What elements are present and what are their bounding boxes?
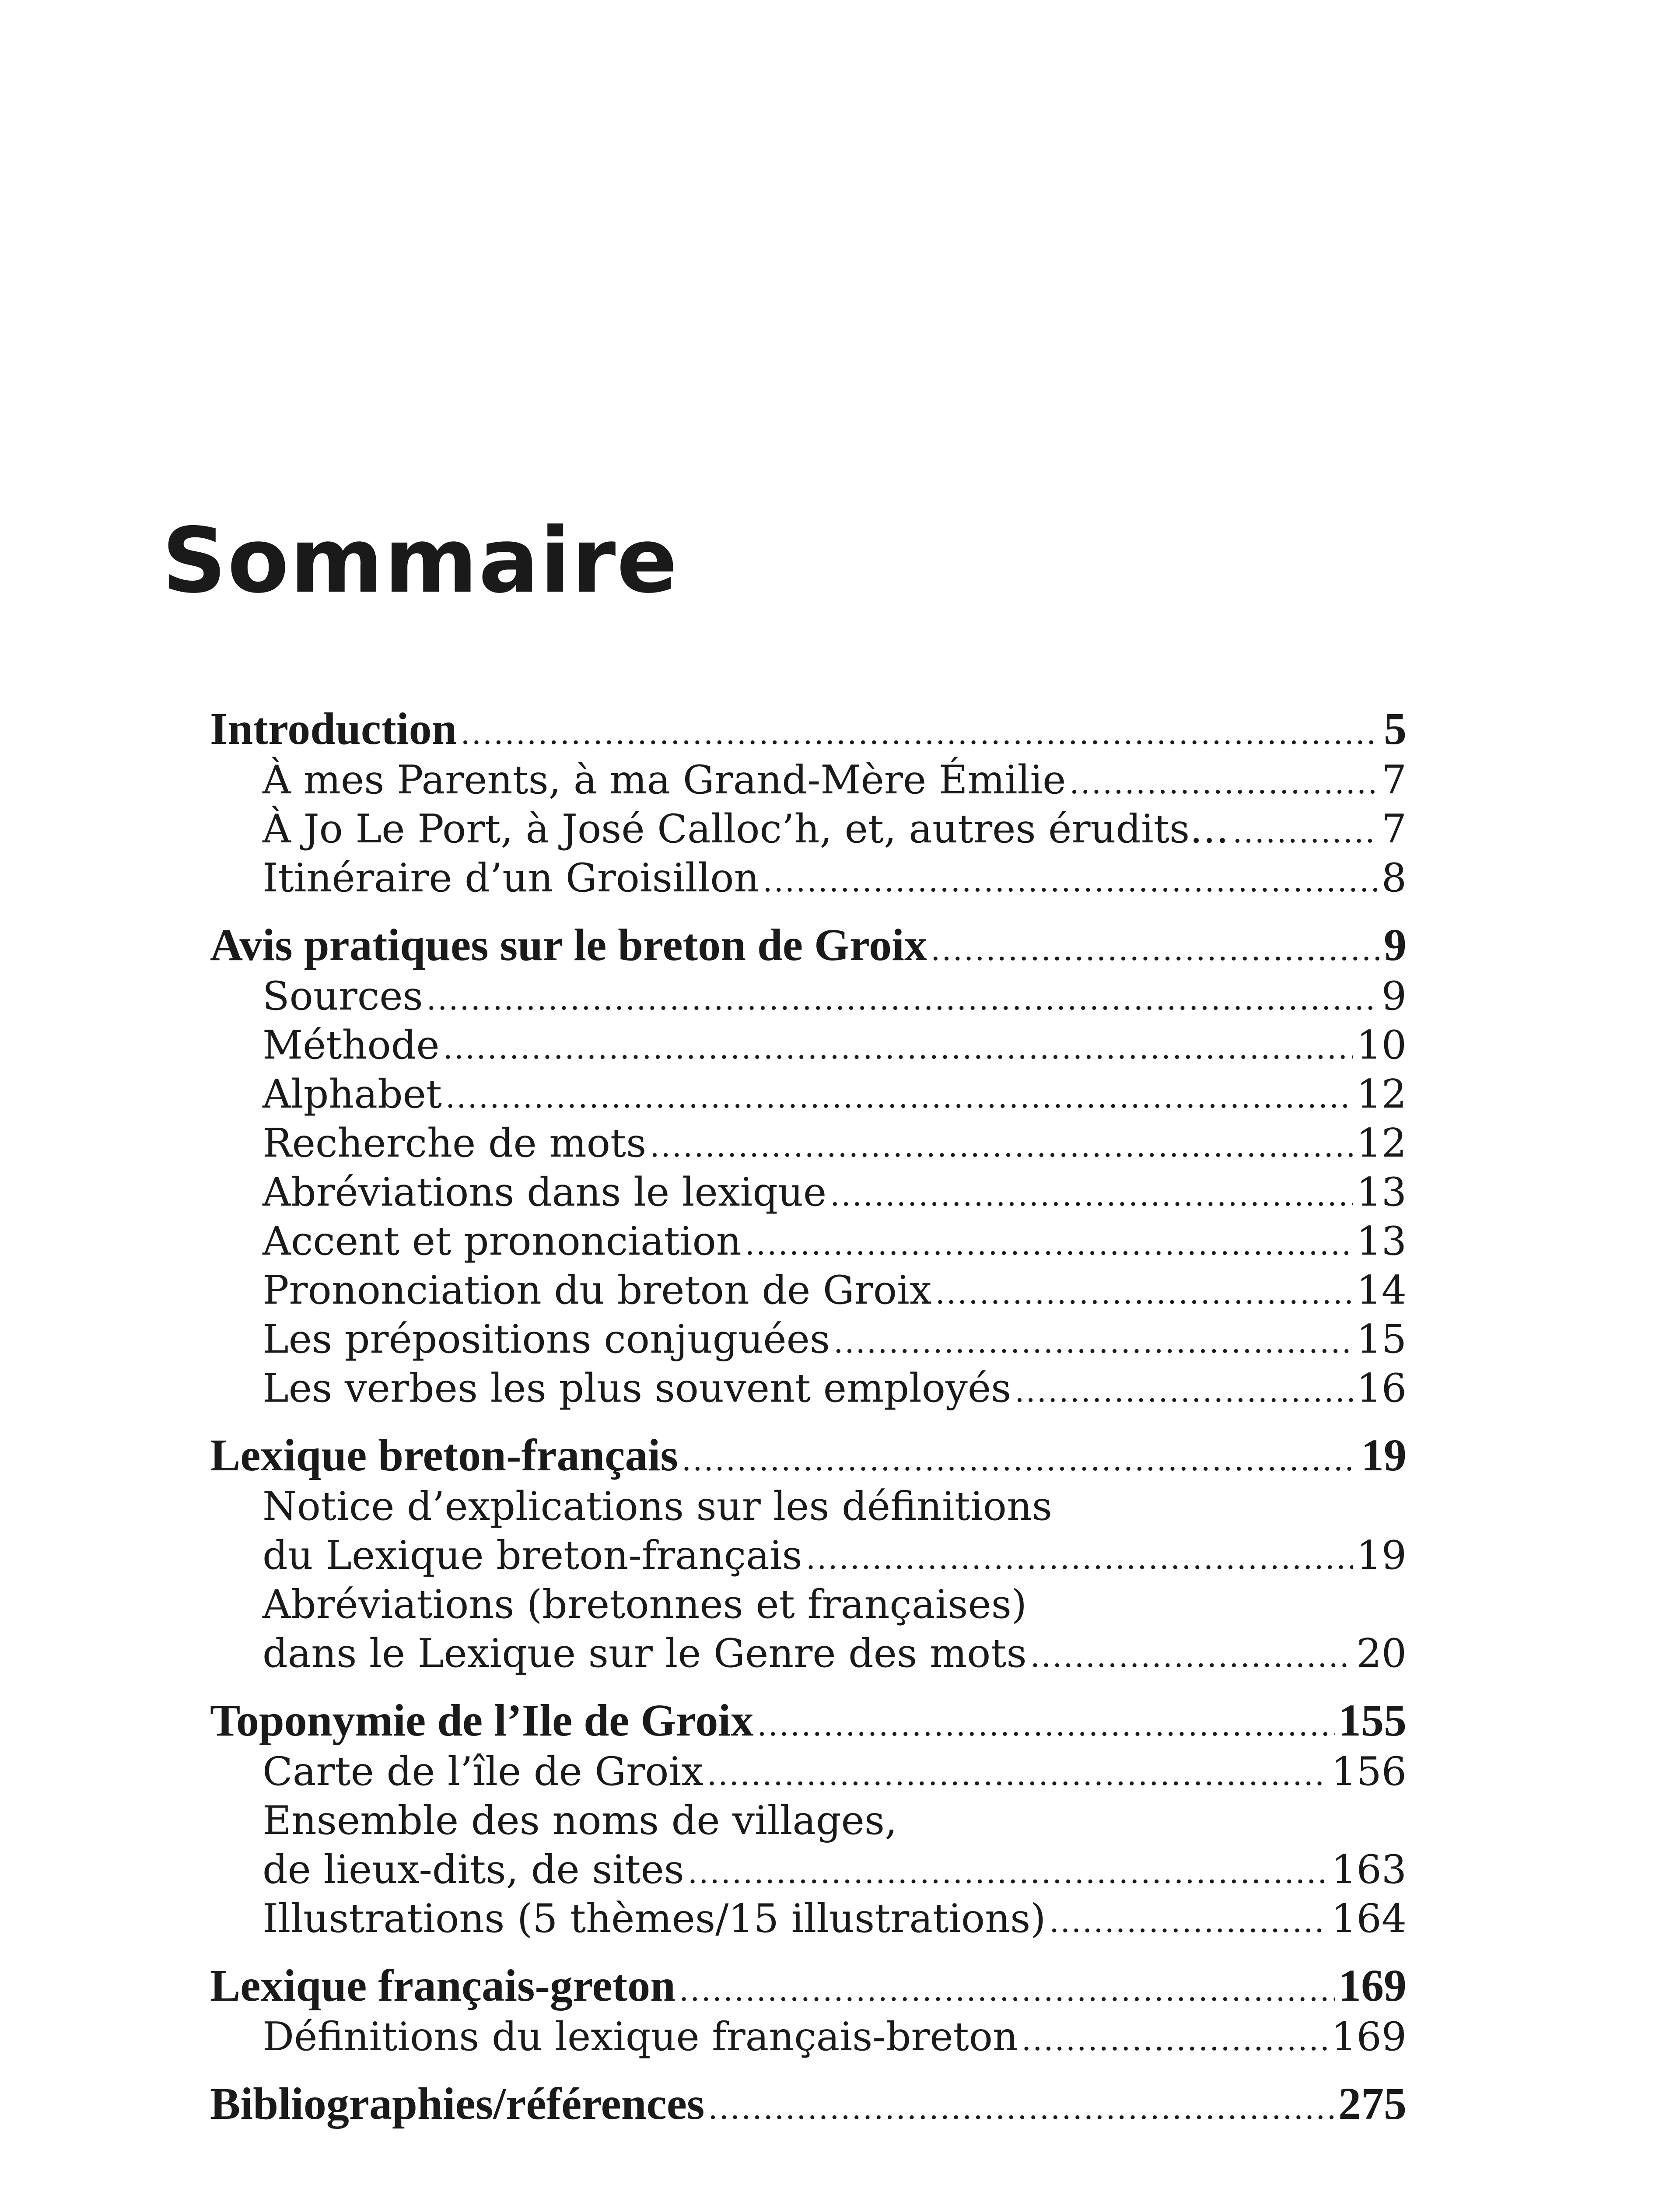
toc-page-number: 164: [1331, 1896, 1407, 1942]
toc-section: [210, 702, 1407, 903]
dot-leader: [806, 1534, 1353, 1583]
toc-section-title: Lexique breton-français: [210, 1430, 678, 1480]
toc-entry-title: Abréviations (bretonnes et françaises): [262, 1581, 1027, 1627]
toc-entry-title: Méthode: [262, 1022, 440, 1068]
toc-section-title: Toponymie de l’Ile de Groix: [210, 1695, 754, 1746]
toc-entry-title: Les prépositions conjuguées: [262, 1316, 830, 1362]
toc-entry-title: Illustrations (5 thèmes/15 illustrations): [262, 1896, 1046, 1942]
toc-entry-title: À Jo Le Port, à José Calloc’h, et, autres érudits…: [262, 806, 1229, 852]
toc-entry-title: Définitions du lexique français-breton: [262, 2014, 1018, 2060]
toc-page-number: 19: [1361, 1430, 1407, 1480]
table-of-contents: [210, 702, 1407, 2146]
toc-page-number: 15: [1356, 1316, 1407, 1362]
toc-page-number: 169: [1331, 2014, 1407, 2060]
toc-page-number: 13: [1356, 1169, 1407, 1215]
toc-section-title: Avis pratiques sur le breton de Groix: [210, 920, 928, 970]
toc-page-number: 7: [1381, 806, 1407, 852]
dot-leader: [1022, 2015, 1328, 2064]
toc-page-number: 9: [1381, 973, 1407, 1019]
toc-entry-title: dans le Lexique sur le Genre des mots: [262, 1630, 1027, 1676]
dot-leader: [443, 1024, 1353, 1073]
toc-entry: [210, 1796, 1407, 1845]
toc-page-number: 163: [1331, 1847, 1407, 1893]
dot-leader: [931, 923, 1380, 976]
toc-section: [210, 919, 1407, 1413]
toc-entry: [210, 1070, 1407, 1119]
toc-section-title: Lexique français-greton: [210, 1960, 676, 2011]
toc-page-number: 19: [1356, 1532, 1407, 1578]
toc-entry-title: Sources: [262, 973, 423, 1019]
toc-entry: [210, 1021, 1407, 1070]
dot-leader: [688, 1848, 1328, 1897]
toc-page-number: 169: [1338, 1960, 1407, 2011]
toc-entry: [210, 756, 1407, 805]
toc-entry: [210, 2013, 1407, 2062]
toc-entry-title: Accent et prononciation: [262, 1218, 742, 1264]
toc-entry: [210, 854, 1407, 903]
dot-leader: [445, 1073, 1353, 1122]
toc-section: [210, 1429, 1407, 1678]
dot-leader: [1069, 758, 1378, 807]
dot-leader: [935, 1269, 1353, 1318]
toc-section-heading: [210, 702, 1407, 756]
dot-leader: [650, 1122, 1353, 1171]
dot-leader: [427, 975, 1378, 1024]
toc-entry: [210, 1629, 1407, 1678]
dot-leader: [763, 856, 1378, 905]
toc-section-heading: [210, 919, 1407, 972]
toc-entry: [210, 1531, 1407, 1580]
toc-entry: [210, 1580, 1407, 1629]
dot-leader: [1049, 1897, 1328, 1946]
dot-leader: [679, 1964, 1335, 2017]
toc-entry: [210, 1894, 1407, 1943]
toc-page-number: 156: [1331, 1749, 1407, 1795]
dot-leader: [745, 1220, 1353, 1269]
toc-section-title: Introduction: [210, 704, 457, 754]
toc-entry-title: Ensemble des noms de villages,: [262, 1798, 897, 1844]
toc-page-number: 13: [1356, 1218, 1407, 1264]
toc-page-number: 7: [1381, 757, 1407, 803]
dot-leader: [830, 1171, 1353, 1220]
toc-entry-title: Prononciation du breton de Groix: [262, 1267, 932, 1313]
toc-section-heading: [210, 1694, 1407, 1747]
toc-entry-title: Abréviations dans le lexique: [262, 1169, 827, 1215]
toc-section-title: Bibliographies/références: [210, 2079, 705, 2129]
toc-entry: [210, 1482, 1407, 1531]
toc-entry-title: Carte de l’île de Groix: [262, 1749, 704, 1795]
toc-page-number: 9: [1384, 920, 1407, 970]
toc-page-number: 16: [1356, 1365, 1407, 1411]
dot-leader: [460, 707, 1380, 760]
toc-section: [210, 1959, 1407, 2062]
toc-section-heading: [210, 1429, 1407, 1482]
dot-leader: [833, 1318, 1353, 1367]
dot-leader: [1232, 807, 1378, 856]
toc-entry: [210, 972, 1407, 1021]
dot-leader: [708, 2082, 1335, 2135]
page-title: Sommaire: [162, 509, 679, 613]
toc-entry-title: Itinéraire d’un Groisillon: [262, 855, 760, 901]
dot-leader: [1015, 1367, 1353, 1416]
dot-leader: [682, 1433, 1358, 1487]
toc-section: [210, 1694, 1407, 1943]
toc-page-number: 155: [1338, 1695, 1407, 1746]
dot-leader: [757, 1698, 1335, 1752]
toc-entry: [210, 1266, 1407, 1315]
toc-entry-title: Notice d’explications sur les définitions: [262, 1483, 1053, 1529]
toc-entry: [210, 1364, 1407, 1413]
toc-entry-title: du Lexique breton-français: [262, 1532, 802, 1578]
toc-entry: [210, 1845, 1407, 1894]
toc-entry: [210, 805, 1407, 854]
toc-entry: [210, 1747, 1407, 1796]
toc-page-number: 10: [1356, 1022, 1407, 1068]
toc-entry-title: Recherche de mots: [262, 1120, 647, 1166]
toc-entry-title: Alphabet: [262, 1071, 442, 1117]
toc-entry-title: À mes Parents, à ma Grand-Mère Émilie: [262, 757, 1066, 803]
toc-entry: [210, 1315, 1407, 1364]
toc-page-number: 12: [1356, 1071, 1407, 1117]
toc-section: [210, 2077, 1407, 2131]
toc-page-number: 20: [1356, 1630, 1407, 1676]
dot-leader: [707, 1750, 1328, 1799]
toc-entry-title: Les verbes les plus souvent employés: [262, 1365, 1012, 1411]
toc-page-number: 12: [1356, 1120, 1407, 1166]
toc-entry: [210, 1119, 1407, 1168]
toc-section-heading: [210, 2077, 1407, 2131]
dot-leader: [1030, 1632, 1353, 1681]
toc-page-number: 8: [1381, 855, 1407, 901]
toc-entry: [210, 1168, 1407, 1217]
toc-page-number: 5: [1384, 704, 1407, 754]
toc-page-number: 275: [1338, 2079, 1407, 2129]
toc-entry-title: de lieux-dits, de sites: [262, 1847, 684, 1893]
toc-page-number: 14: [1356, 1267, 1407, 1313]
toc-entry: [210, 1217, 1407, 1266]
toc-section-heading: [210, 1959, 1407, 2013]
